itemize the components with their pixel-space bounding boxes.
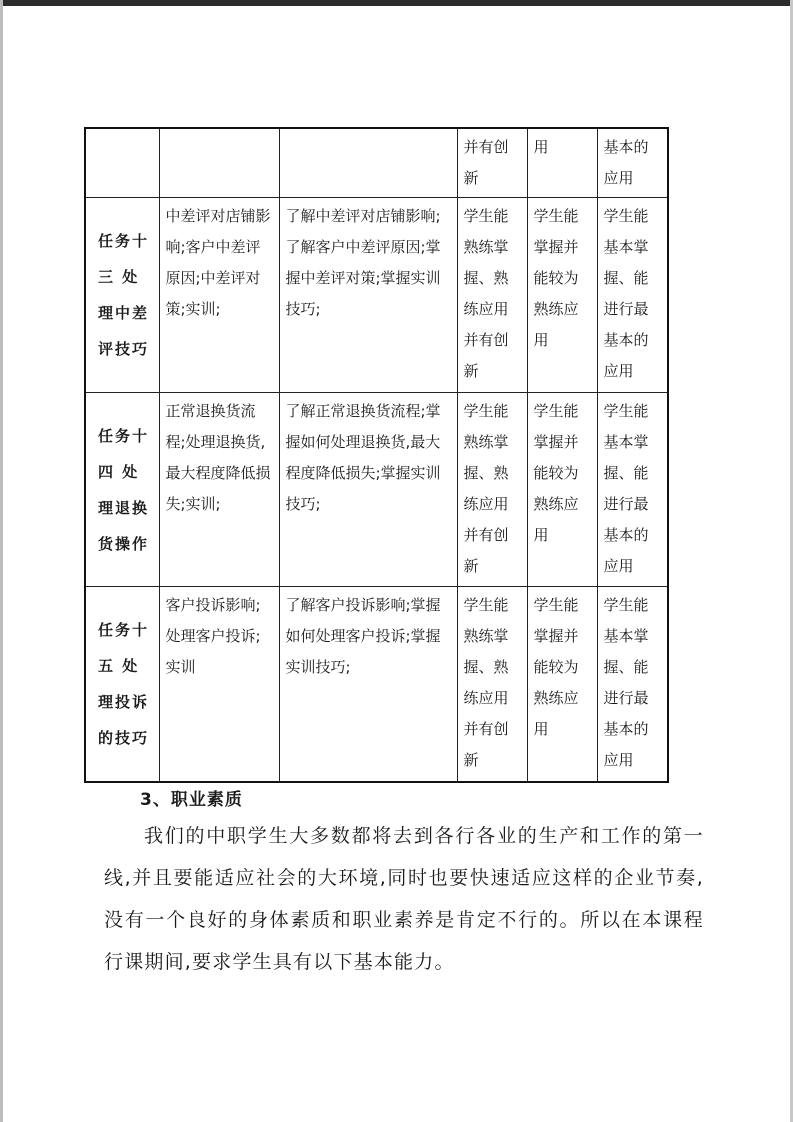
syllabus-table bbox=[84, 127, 669, 783]
task-name-cell bbox=[85, 128, 159, 198]
teaching-content-cell: 正常退换货流程;处理退换货,最大程度降低损失;实训; bbox=[159, 393, 279, 587]
section-heading: 3、职业素质 bbox=[140, 790, 243, 810]
scan-edge-left bbox=[0, 0, 3, 1122]
task-name-cell: 任务十四 处理退换货操作 bbox=[85, 393, 159, 587]
excellent-level-cell: 学生能熟练掌握、熟练应用并有创新 bbox=[457, 393, 527, 587]
table-row bbox=[85, 393, 668, 587]
pass-level-cell: 学生能基本掌握、能进行最基本的应用 bbox=[597, 198, 668, 393]
excellent-level-cell: 并有创新 bbox=[457, 128, 527, 198]
pass-level-cell: 学生能基本掌握、能进行最基本的应用 bbox=[597, 393, 668, 587]
body-paragraph: 我们的中职学生大多数都将去到各行各业的生产和工作的第一线,并且要能适应社会的大环境,同时也要快速适应这样的企业节奏,没有一个良好的身体素质和职业素养是肯定不行的。所以在本课程行课期间,要求学生具有以下基本能力。 bbox=[104, 825, 704, 973]
teaching-content-cell: 客户投诉影响;处理客户投诉;实训 bbox=[159, 587, 279, 782]
learning-objectives-cell bbox=[279, 128, 457, 198]
teaching-content-cell bbox=[159, 128, 279, 198]
pass-level-cell: 基本的应用 bbox=[597, 128, 668, 198]
good-level-cell: 学生能掌握并能较为熟练应用 bbox=[527, 587, 597, 782]
pass-level-cell: 学生能基本掌握、能进行最基本的应用 bbox=[597, 587, 668, 782]
excellent-level-cell: 学生能熟练掌握、熟练应用并有创新 bbox=[457, 587, 527, 782]
task-name-cell: 任务十三 处理中差评技巧 bbox=[85, 198, 159, 393]
good-level-cell: 学生能掌握并能较为熟练应用 bbox=[527, 393, 597, 587]
good-level-cell: 学生能掌握并能较为熟练应用 bbox=[527, 198, 597, 393]
learning-objectives-cell: 了解中差评对店铺影响;了解客户中差评原因;掌握中差评对策;掌握实训技巧; bbox=[279, 198, 457, 393]
task-name-cell: 任务十五 处理投诉的技巧 bbox=[85, 587, 159, 782]
table-row bbox=[85, 198, 668, 393]
excellent-level-cell: 学生能熟练掌握、熟练应用并有创新 bbox=[457, 198, 527, 393]
teaching-content-cell: 中差评对店铺影响;客户中差评原因;中差评对策;实训; bbox=[159, 198, 279, 393]
table-row bbox=[85, 128, 668, 198]
good-level-cell: 用 bbox=[527, 128, 597, 198]
scan-edge-top bbox=[0, 0, 793, 6]
table-row bbox=[85, 587, 668, 782]
learning-objectives-cell: 了解客户投诉影响;掌握如何处理客户投诉;掌握实训技巧; bbox=[279, 587, 457, 782]
learning-objectives-cell: 了解正常退换货流程;掌握如何处理退换货,最大程度降低损失;掌握实训技巧; bbox=[279, 393, 457, 587]
